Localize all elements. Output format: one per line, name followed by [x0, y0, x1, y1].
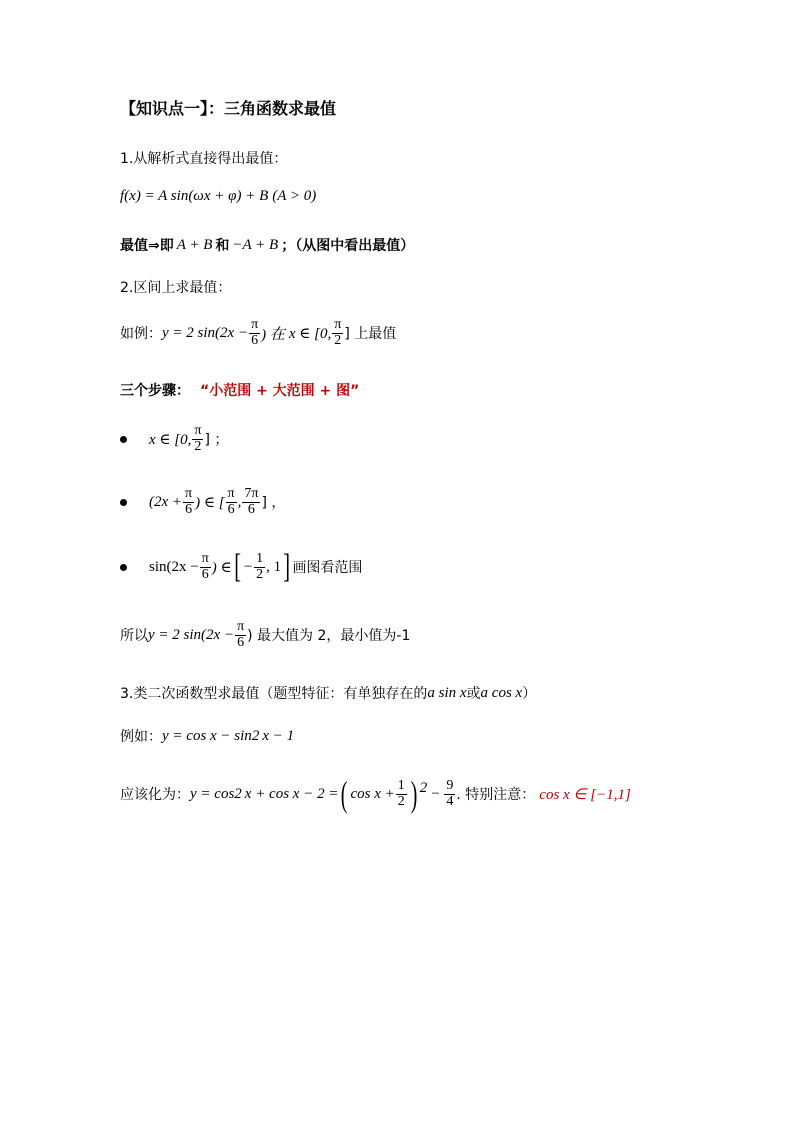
s1-note — [120, 235, 414, 255]
s3-example-sup: 2 — [251, 727, 260, 744]
conv-d: − — [430, 785, 441, 802]
bullet-3 — [120, 550, 362, 584]
b3-frac: $\frac{\pi}{6}$ — [201, 550, 209, 582]
right-bracket: ] — [283, 548, 291, 585]
example-expr: y = 2 sin(2x − — [162, 324, 249, 341]
conv-sup: 2 — [234, 785, 242, 802]
s3-example-label: 例如： — [120, 729, 162, 745]
s1-formula — [120, 188, 316, 205]
result-frac: $\frac{\pi}{6}$ — [237, 619, 245, 650]
steps-label: 三个步骤： — [120, 383, 190, 399]
example-end: ] 上最值 — [344, 326, 397, 343]
b2-frac: $\frac{\pi}{6}$ — [185, 486, 193, 517]
b1-post: ] ； — [204, 432, 229, 449]
bullet-2 — [120, 487, 285, 517]
s3-heading-a: 3.类二次函数型求最值（题型特征：有单独存在的 — [120, 686, 428, 702]
s3-conversion — [120, 776, 631, 812]
b3-mid: ) ∈ — [211, 559, 232, 576]
note-c: 和 — [215, 238, 230, 254]
s3-example — [120, 726, 294, 746]
section-title: 【知识点一】：三角函数求最值 — [120, 99, 337, 118]
bullet-1 — [120, 424, 228, 454]
result-a: 所以 — [120, 628, 148, 645]
conv-e: . 特别注意： — [456, 787, 536, 803]
s3-example-expr: y = cos x − sin — [162, 727, 252, 744]
s3-heading-b: a sin x — [427, 684, 467, 701]
note-e: ；（从图中看出最值） — [281, 238, 415, 254]
example-frac2: $\frac{\pi}{2}$ — [334, 317, 342, 348]
b3-one: , 1 — [266, 558, 282, 575]
b3-post: 画图看范围 — [292, 560, 363, 576]
bullet-icon — [120, 436, 127, 443]
b3-frac2: $\frac{1}{2}$ — [256, 550, 264, 582]
conv-a: y = cos — [190, 785, 235, 802]
formula-f: f(x) = A sin(ωx + φ) + B — [120, 188, 269, 204]
result-b: y = 2 sin(2x − — [148, 626, 235, 643]
note-d: −A + B — [232, 236, 279, 253]
b2-pre: (2x + — [149, 493, 183, 510]
s3-heading-e: ） — [522, 686, 537, 702]
b2-post: ] ， — [261, 495, 286, 512]
result-c: ) 最大值为 2，最小值为-1 — [247, 628, 411, 645]
conv-c: cos x + — [350, 785, 395, 802]
steps-line — [120, 380, 359, 400]
s3-heading-d: a cos x — [480, 684, 523, 701]
steps-text: “小范围 + 大范围 + 图” — [200, 383, 360, 399]
conv-f: cos x ∈ [−1,1] — [539, 786, 631, 803]
example-label: 如例： — [120, 326, 162, 343]
conv-sup2: 2 — [419, 780, 428, 796]
b3-pre: sin(2x − — [149, 558, 199, 575]
conv-label: 应该化为： — [120, 787, 190, 803]
right-paren: ) — [410, 774, 418, 814]
s1-heading: 1.从解析式直接得出最值： — [120, 151, 288, 167]
s2-result — [120, 620, 410, 650]
bullet-icon — [120, 499, 127, 506]
left-paren: ( — [341, 774, 348, 814]
b1-frac: $\frac{\pi}{2}$ — [194, 423, 202, 454]
left-bracket: [ — [233, 548, 241, 585]
conv-frac: $\frac{1}{2}$ — [397, 777, 405, 809]
b2-frac3: $\frac{7\pi}{6}$ — [244, 486, 259, 517]
example-frac: $\frac{\pi}{6}$ — [251, 317, 259, 348]
s3-example-tail: x − 1 — [262, 727, 295, 744]
s3-heading — [120, 683, 536, 703]
b2-comma: , — [237, 493, 242, 510]
s3-heading-c: 或 — [466, 686, 481, 702]
conv-b: x + cos x − 2 = — [244, 785, 339, 802]
note-a: 最值⇒即 — [120, 238, 174, 254]
example-mid: ) 在 — [261, 326, 285, 343]
b2-mid: ) ∈ [ — [195, 494, 225, 511]
b1-pre: x ∈ [0, — [149, 431, 192, 448]
note-b: A + B — [176, 236, 213, 253]
s2-heading: 2.区间上求最值： — [120, 280, 232, 296]
conv-frac2: $\frac{9}{4}$ — [446, 777, 454, 809]
b2-frac2: $\frac{\pi}{6}$ — [227, 486, 235, 517]
example-x: x ∈ [0, — [288, 325, 332, 342]
formula-cond: (A > 0) — [272, 188, 317, 204]
b3-minus: − — [242, 558, 254, 575]
bullet-icon — [120, 564, 127, 571]
s2-example — [120, 318, 396, 348]
